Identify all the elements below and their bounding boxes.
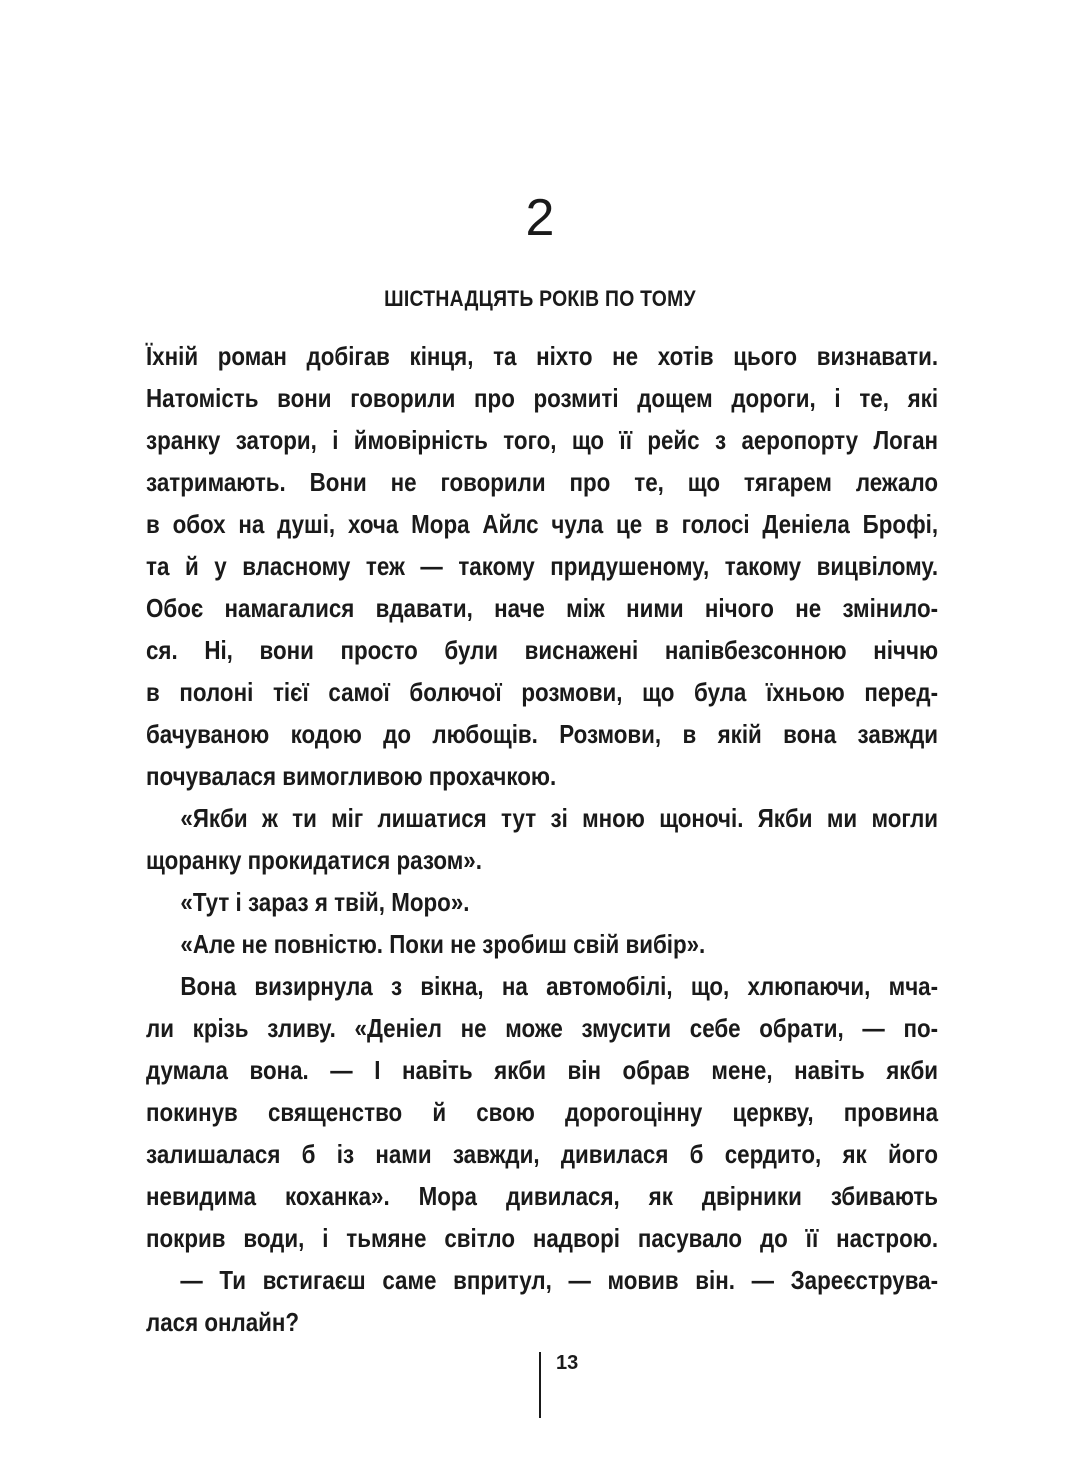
text-line: «Тут і зараз я твій, Моро». — [180, 887, 470, 917]
body-text — [146, 335, 938, 1343]
text-line: бачуваною кодою до любощів. Розмови, в якій вона завжди — [146, 719, 939, 749]
text-line: — Ти встигаєш саме впритул, — мовив він. — Зареєструва- — [180, 1265, 939, 1295]
text-line: невидима коханка». Мора дивилася, як двірники збивають — [146, 1181, 939, 1211]
chapter-subtitle: ШІСТНАДЦЯТЬ РОКІВ ПО ТОМУ — [384, 286, 696, 311]
text-line: покинув священство й свою дорогоцінну церкву, провина — [146, 1097, 939, 1127]
text-line: в обох на душі, хоча Мора Айлс чула це в голосі Деніела Брофі, — [146, 509, 939, 539]
page-number-divider — [539, 1352, 541, 1418]
text-line: в полоні тієї самої болючої розмови, що була їхньою перед- — [146, 677, 939, 707]
text-line: почувалася вимогливою прохачкою. — [146, 761, 557, 791]
text-line: затримають. Вони не говорили про те, що тягарем лежало — [146, 467, 939, 497]
text-line: Натомість вони говорили про розмиті дощем дороги, і те, які — [146, 383, 939, 413]
text-line: покрив води, і тьмяне світло надворі пасувало до її настрою. — [146, 1223, 939, 1253]
text-line: лася онлайн? — [146, 1307, 300, 1337]
text-line: «Якби ж ти міг лишатися тут зі мною щоночі. Якби ми могли — [180, 803, 939, 833]
chapter-number: 2 — [525, 189, 555, 247]
text-line: ли крізь зливу. «Деніел не може змусити себе обрати, — по- — [146, 1013, 939, 1043]
text-line: Вона визирнула з вікна, на автомобілі, що, хлюпаючи, мча- — [180, 971, 939, 1001]
page-number: 13 — [556, 1352, 579, 1374]
text-line: «Але не повністю. Поки не зробиш свій вибір». — [180, 929, 706, 959]
text-line: Їхній роман добігав кінця, та ніхто не хотів цього визнавати. — [146, 341, 939, 371]
text-line: ся. Ні, вони просто були виснажені напівбезсонною ніччю — [146, 635, 939, 665]
text-line: зранку затори, і ймовірність того, що її рейс з аеропорту Логан — [146, 425, 939, 455]
text-line: та й у власному теж — такому придушеному, такому вицвілому. — [146, 551, 939, 581]
text-line: Обоє намагалися вдавати, наче між ними нічого не змінило- — [146, 593, 939, 623]
text-line: залишалася б із нами завжди, дивилася б сердито, як його — [146, 1139, 939, 1169]
text-line: думала вона. — І навіть якби він обрав мене, навіть якби — [146, 1055, 939, 1085]
text-line: щоранку прокидатися разом». — [146, 845, 482, 875]
